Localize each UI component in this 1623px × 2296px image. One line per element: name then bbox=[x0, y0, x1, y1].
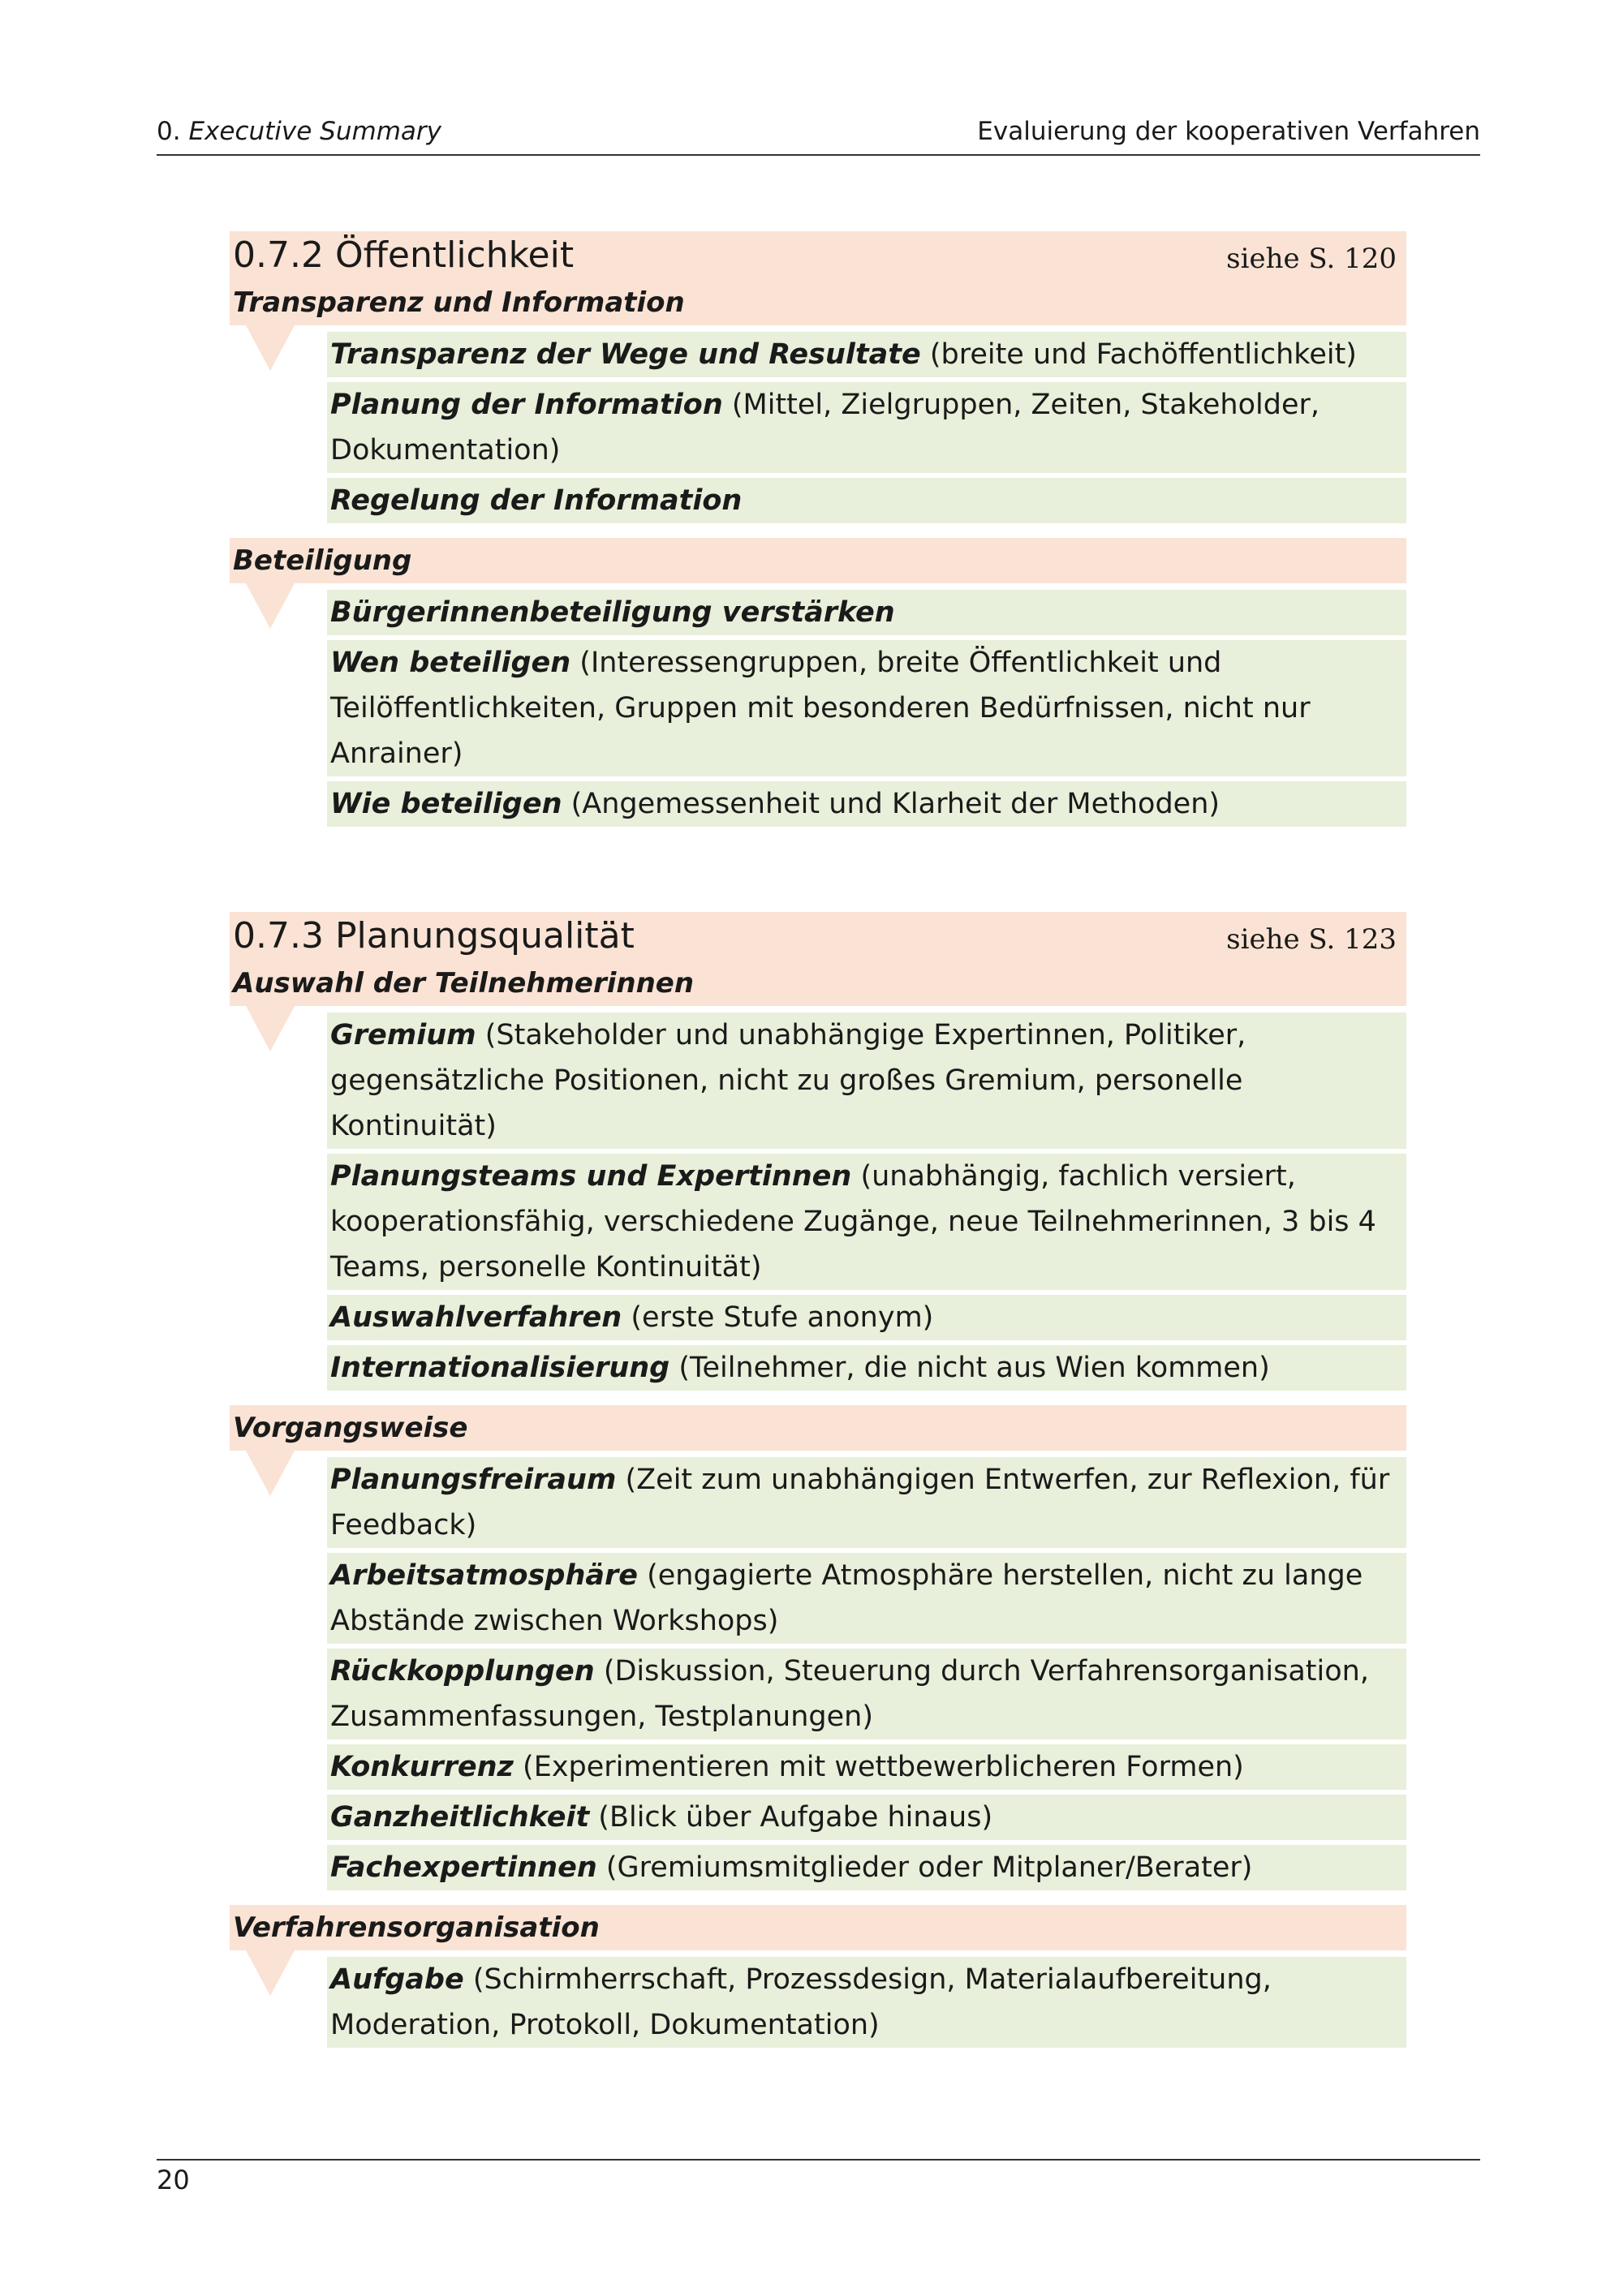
section-header bbox=[230, 231, 1406, 280]
criterion-item bbox=[327, 781, 1406, 827]
group-label: Beteiligung bbox=[230, 538, 1406, 583]
criterion-item bbox=[327, 1795, 1406, 1840]
criteria-list bbox=[230, 1006, 1406, 1391]
criterion-item bbox=[327, 332, 1406, 377]
page-reference: siehe S. 123 bbox=[1226, 923, 1397, 956]
criterion-detail: (unabhängig, fachlich versiert, kooperationsfähig, verschiedene Zugänge, neue Teilnehmerinnen, 3 bis 4 Teams, personelle Kontinuität) bbox=[330, 1160, 1376, 1283]
criterion-item bbox=[327, 1295, 1406, 1340]
section-header bbox=[230, 912, 1406, 961]
page-reference: siehe S. 120 bbox=[1226, 243, 1397, 275]
header-chapter bbox=[157, 117, 441, 146]
criterion-name: Wen beteiligen bbox=[330, 647, 571, 679]
criterion-name: Auswahlverfahren bbox=[330, 1301, 622, 1334]
criterion-detail: (Teilnehmer, die nicht aus Wien kommen) bbox=[669, 1352, 1270, 1384]
criteria-group bbox=[230, 1405, 1406, 1890]
criterion-item bbox=[327, 1553, 1406, 1644]
criterion-name: Planung der Information bbox=[330, 389, 723, 421]
criterion-name: Aufgabe bbox=[330, 1963, 464, 1996]
header-chapter-number: 0. bbox=[157, 117, 181, 146]
criterion-name: Fachexpertinnen bbox=[330, 1851, 597, 1884]
criterion-item bbox=[327, 478, 1406, 523]
criterion-name: Rückkopplungen bbox=[330, 1655, 595, 1688]
criteria-list bbox=[230, 1950, 1406, 2048]
criterion-item bbox=[327, 590, 1406, 635]
criterion-name: Planungsteams und Expertinnen bbox=[330, 1160, 852, 1193]
criterion-item bbox=[327, 1845, 1406, 1890]
pointer-triangle bbox=[246, 583, 295, 629]
pointer-triangle bbox=[246, 1006, 295, 1051]
footer-rule bbox=[157, 2159, 1480, 2161]
criterion-name: Gremium bbox=[330, 1019, 476, 1051]
section bbox=[230, 231, 1406, 827]
criterion-item bbox=[327, 640, 1406, 776]
criterion-name: Arbeitsatmosphäre bbox=[330, 1559, 638, 1592]
section-title: 0.7.3 Planungsqualität bbox=[233, 915, 635, 957]
page-header bbox=[157, 114, 1480, 156]
criterion-item bbox=[327, 1744, 1406, 1790]
header-document-title: Evaluierung der kooperativen Verfahren bbox=[977, 117, 1480, 146]
criteria-group bbox=[230, 1905, 1406, 2048]
criterion-detail: (Blick über Aufgabe hinaus) bbox=[589, 1801, 993, 1834]
group-label: Verfahrensorganisation bbox=[230, 1905, 1406, 1950]
criterion-detail: (Mittel, Zielgruppen, Zeiten, Stakeholder, Dokumentation) bbox=[330, 389, 1320, 467]
criterion-item bbox=[327, 1345, 1406, 1391]
criteria-list bbox=[230, 325, 1406, 523]
criterion-name: Planungsfreiraum bbox=[330, 1464, 617, 1496]
group-label: Auswahl der Teilnehmerinnen bbox=[230, 961, 1406, 1006]
section-title: 0.7.2 Öffentlichkeit bbox=[233, 234, 575, 276]
page-number: 20 bbox=[157, 2165, 190, 2195]
criteria-group bbox=[230, 538, 1406, 827]
criterion-name: Ganzheitlichkeit bbox=[330, 1801, 590, 1834]
criterion-detail: (erste Stufe anonym) bbox=[622, 1301, 934, 1334]
criterion-detail: (Angemessenheit und Klarheit der Methoden) bbox=[562, 788, 1220, 820]
criterion-detail: (Zeit zum unabhängigen Entwerfen, zur Reflexion, für Feedback) bbox=[330, 1464, 1390, 1541]
criterion-detail: (Interessengruppen, breite Öffentlichkeit und Teilöffentlichkeiten, Gruppen mit besonderen Bedürfnissen, nicht nur Anrainer) bbox=[330, 647, 1311, 770]
criterion-name: Transparenz der Wege und Resultate bbox=[330, 338, 921, 371]
criterion-item bbox=[327, 1649, 1406, 1739]
criterion-detail: (Schirmherrschaft, Prozessdesign, Materialaufbereitung, Moderation, Protokoll, Dokumentation) bbox=[330, 1963, 1272, 2041]
criterion-name: Regelung der Information bbox=[330, 484, 743, 517]
criterion-detail: (Diskussion, Steuerung durch Verfahrensorganisation, Zusammenfassungen, Testplanungen) bbox=[330, 1655, 1369, 1733]
criterion-detail: (engagierte Atmosphäre herstellen, nicht zu lange Abstände zwischen Workshops) bbox=[330, 1559, 1363, 1637]
criterion-detail: (Stakeholder und unabhängige Expertinnen, Politiker, gegensätzliche Positionen, nicht zu großes Gremium, personelle Kontinuität) bbox=[330, 1019, 1246, 1142]
criterion-detail: (breite und Fachöffentlichkeit) bbox=[920, 338, 1357, 371]
pointer-triangle bbox=[246, 1451, 295, 1496]
pointer-triangle bbox=[246, 1950, 295, 1996]
group-label: Vorgangsweise bbox=[230, 1405, 1406, 1451]
criterion-name: Konkurrenz bbox=[330, 1751, 514, 1783]
criterion-item bbox=[327, 382, 1406, 473]
criterion-name: Wie beteiligen bbox=[330, 788, 562, 820]
criteria-list bbox=[230, 583, 1406, 827]
criterion-item bbox=[327, 1154, 1406, 1290]
group-label: Transparenz und Information bbox=[230, 280, 1406, 325]
criterion-detail: (Experimentieren mit wettbewerblicheren Formen) bbox=[513, 1751, 1244, 1783]
criterion-detail: (Gremiumsmitglieder oder Mitplaner/Berater) bbox=[596, 1851, 1253, 1884]
criteria-group bbox=[230, 961, 1406, 1391]
criterion-item bbox=[327, 1457, 1406, 1548]
criterion-name: Bürgerinnenbeteiligung verstärken bbox=[330, 596, 895, 629]
criterion-name: Internationalisierung bbox=[330, 1352, 670, 1384]
criteria-list bbox=[230, 1451, 1406, 1890]
criterion-item bbox=[327, 1013, 1406, 1149]
header-chapter-title: Executive Summary bbox=[188, 117, 441, 146]
criterion-item bbox=[327, 1957, 1406, 2048]
summary-content bbox=[230, 231, 1406, 2133]
section bbox=[230, 912, 1406, 2048]
pointer-triangle bbox=[246, 325, 295, 371]
criteria-group bbox=[230, 280, 1406, 523]
